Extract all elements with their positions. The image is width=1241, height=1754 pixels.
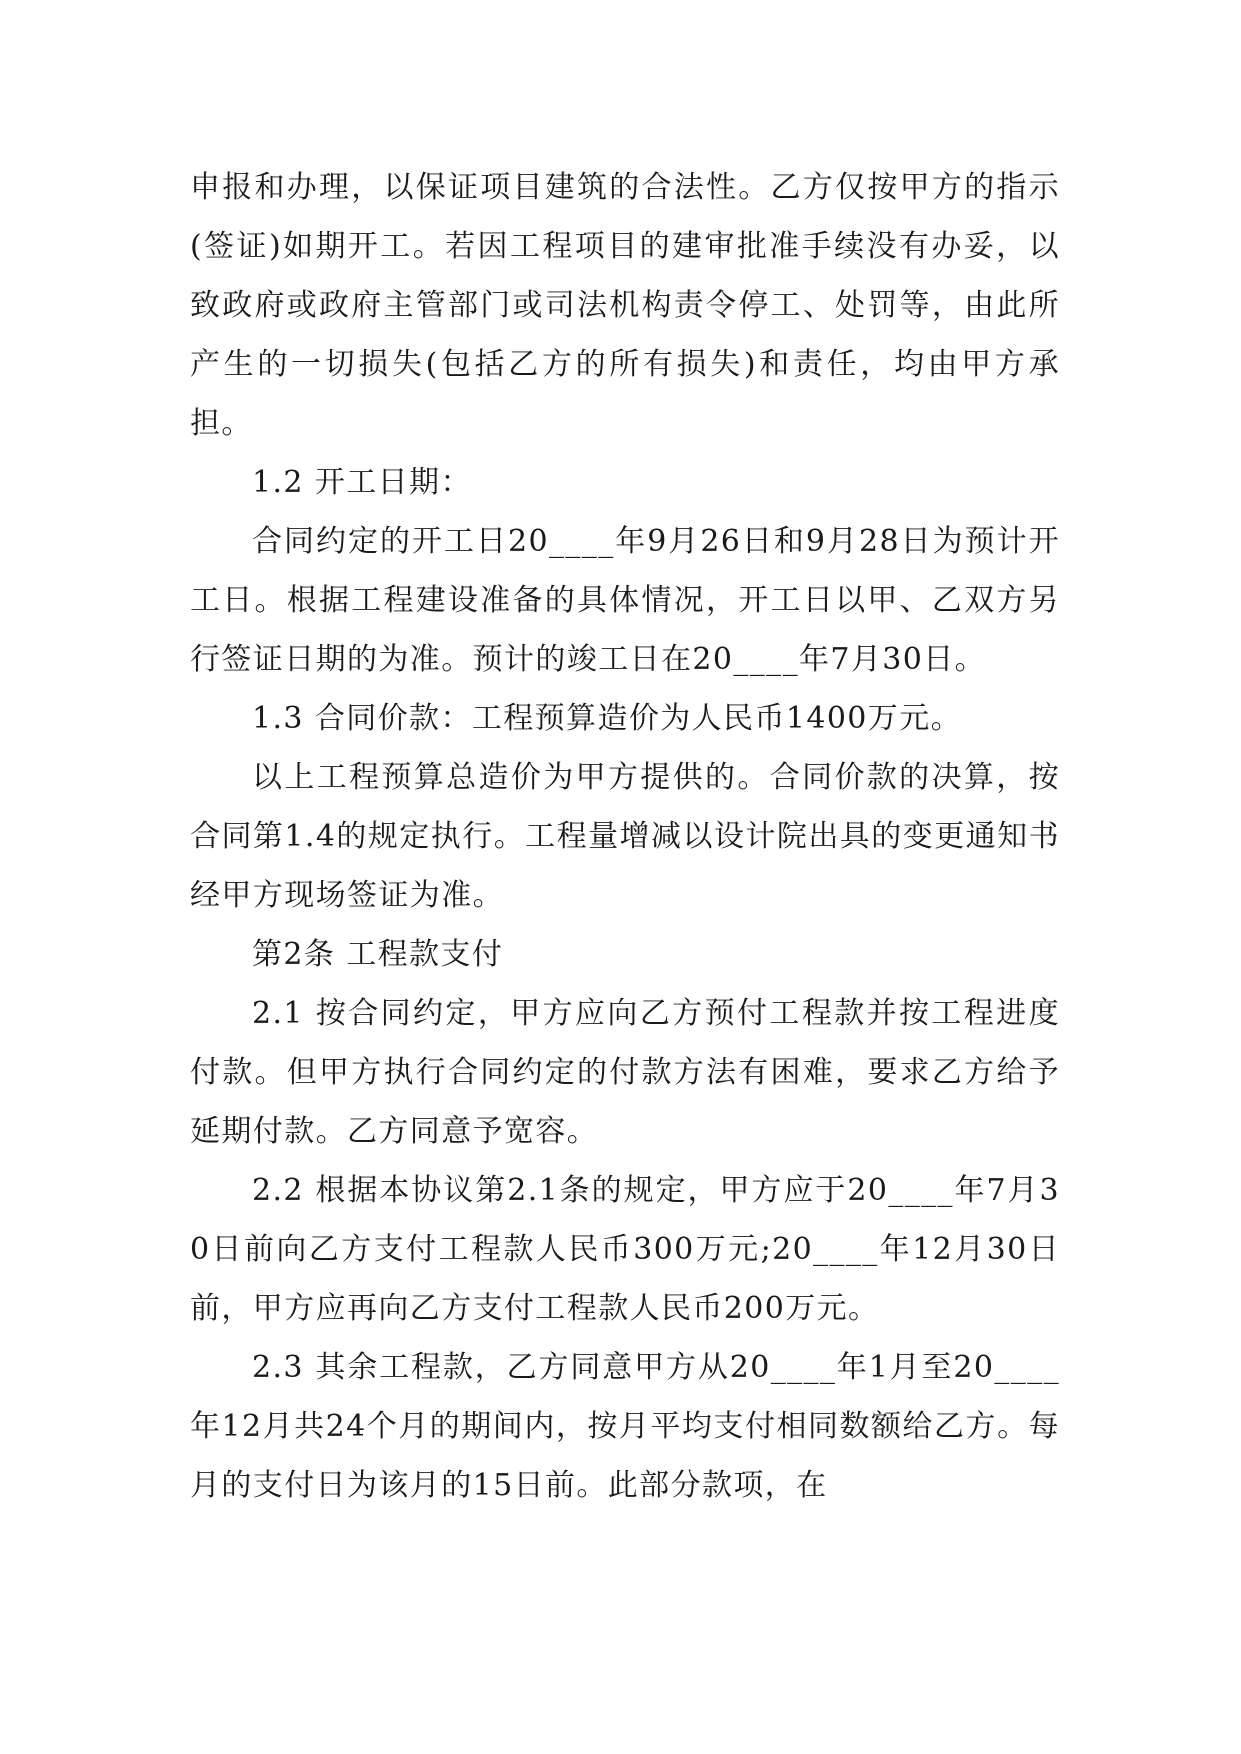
paragraph-contract-price: 以上工程预算总造价为甲方提供的。合同价款的决算，按合同第1.4的规定执行。工程量增减以设计院出具的变更通知书经甲方现场签证为准。 <box>190 760 1060 913</box>
heading-start-date: 1.2 开工日期： <box>252 465 472 500</box>
paragraph-2-2: 2.2 根据本协议第2.1条的规定，甲方应于20____年7月30日前向乙方支付工程款人民币300万元;20____年12月30日前，甲方应再向乙方支付工程款人民币200万元。 <box>190 1173 1060 1326</box>
paragraph-start-date: 合同约定的开工日20____年9月26日和9月28日为预计开工日。根据工程建设准备的具体情况，开工日以甲、乙双方另行签证日期的为准。预计的竣工日在20____年7月30日。 <box>190 524 1060 677</box>
paragraph-2-3: 2.3 其余工程款，乙方同意甲方从20____年1月至20____年12月共24个月的期间内，按月平均支付相同数额给乙方。每月的支付日为该月的15日前。此部分款项，在 <box>190 1350 1060 1503</box>
heading-contract-price: 1.3 合同价款：工程预算造价为人民币1400万元。 <box>252 701 962 736</box>
heading-article-2: 第2条 工程款支付 <box>252 937 504 972</box>
paragraph-approval-liability: 申报和办理，以保证项目建筑的合法性。乙方仅按甲方的指示(签证)如期开工。若因工程项目的建审批准手续没有办妥，以致政府或政府主管部门或司法机构责令停工、处罚等，由此所产生的一切损失(包括乙方的所有损失)和责任，均由甲方承担。 <box>190 170 1060 441</box>
paragraph-2-1: 2.1 按合同约定，甲方应向乙方预付工程款并按工程进度付款。但甲方执行合同约定的付款方法有困难，要求乙方给予延期付款。乙方同意予宽容。 <box>190 996 1060 1149</box>
document-body <box>190 158 1060 1515</box>
